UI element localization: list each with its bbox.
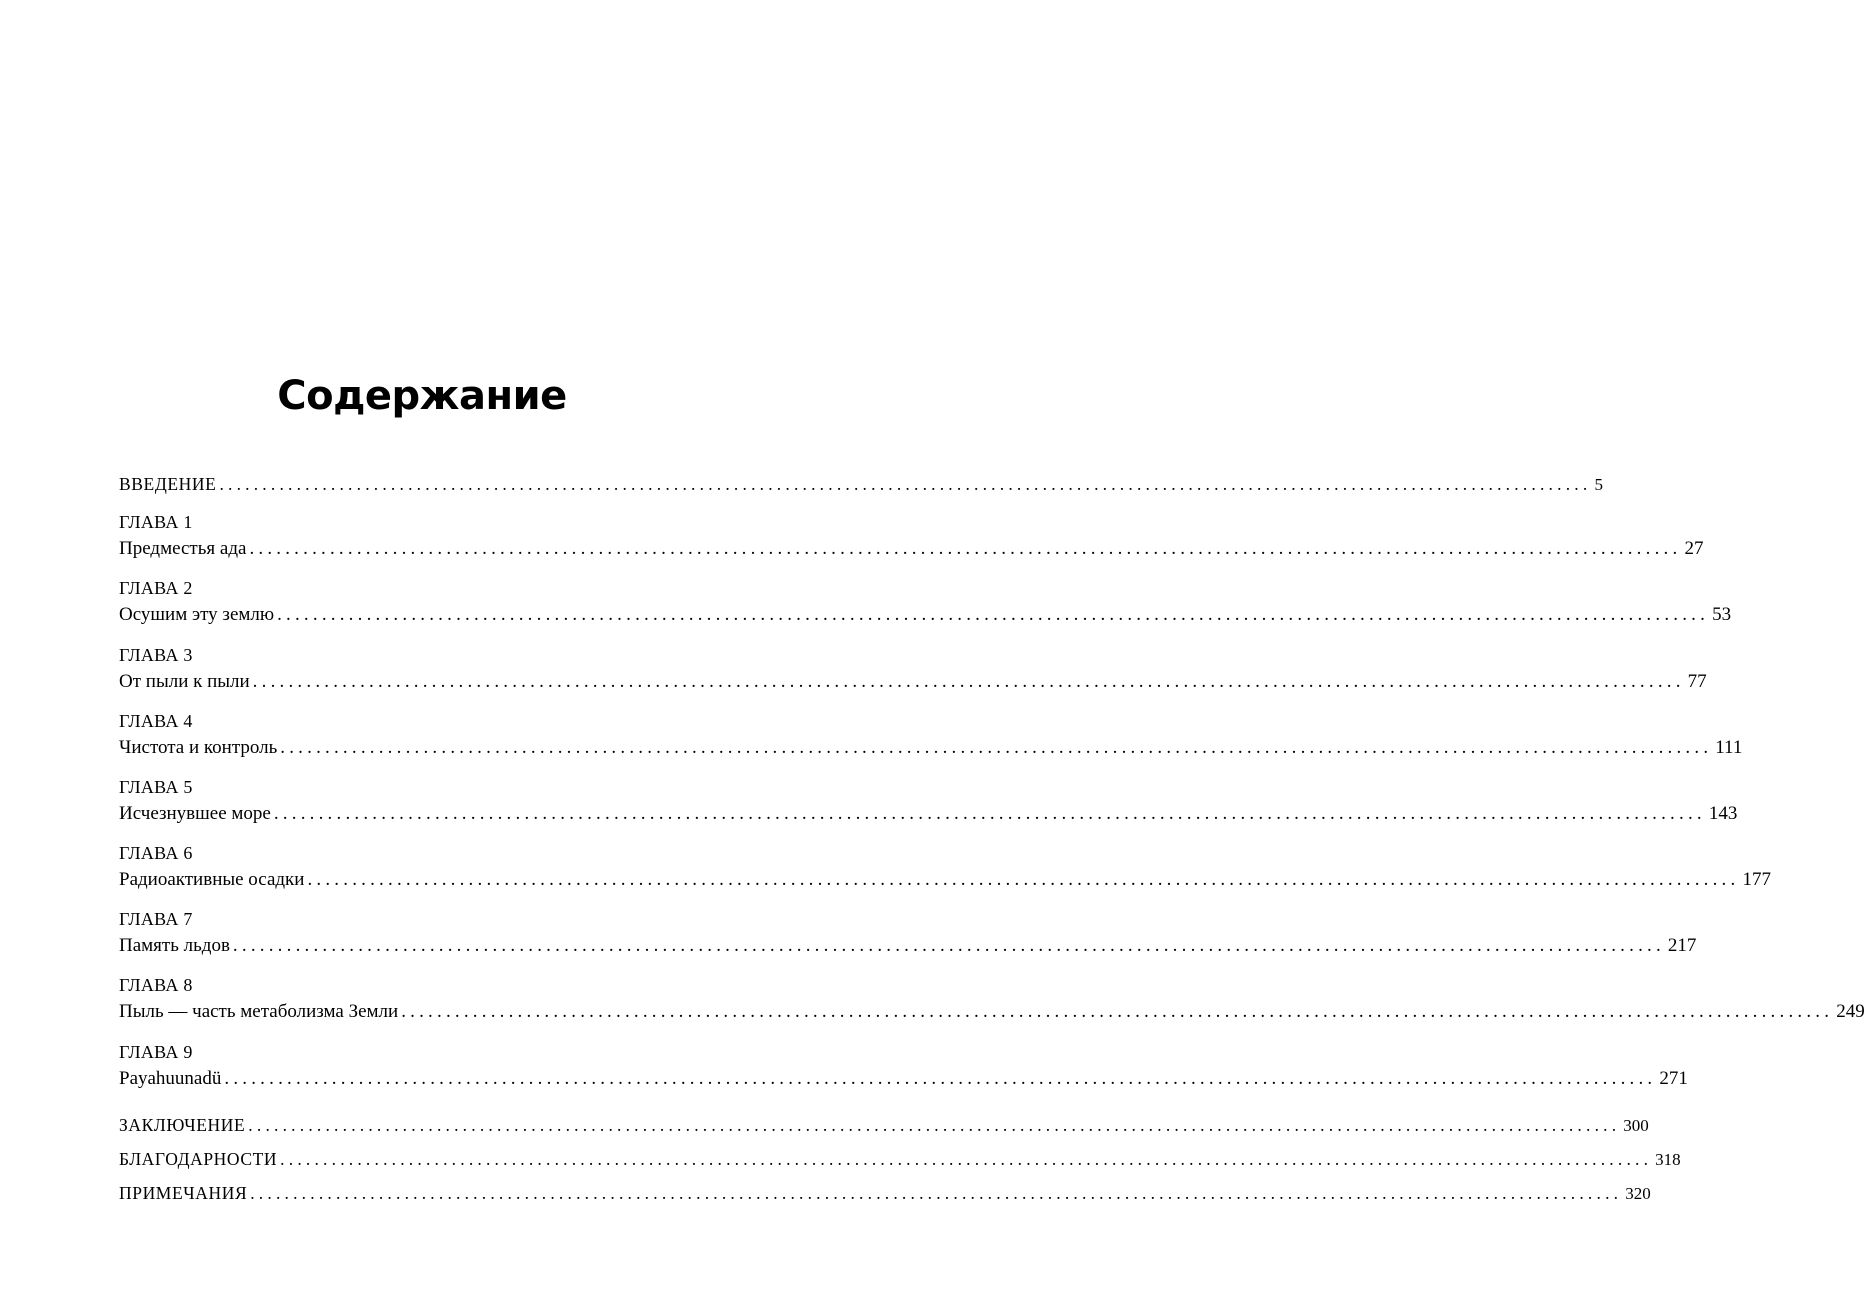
chapter-number: ГЛАВА 6	[119, 843, 193, 863]
toc-entry-label: Предместья ада	[119, 538, 247, 559]
chapter-number: ГЛАВА 2	[119, 578, 193, 598]
toc-entry-page: 177	[1742, 869, 1771, 890]
toc-entry-label: ЗАКЛЮЧЕНИЕ	[119, 1115, 246, 1135]
toc-entry-label: ВВЕДЕНИЕ	[119, 474, 217, 494]
dot-leader: ................................................................................................................................................................	[401, 1001, 1834, 1022]
toc-entry-label: Память льдов	[119, 935, 230, 956]
toc-entry-page: 249	[1836, 1001, 1865, 1022]
toc-entry-label: Исчезнувшее море	[119, 803, 271, 824]
toc-entry-label: От пыли к пыли	[119, 671, 250, 692]
chapter-number: ГЛАВА 7	[119, 909, 193, 929]
chapter-number: ГЛАВА 8	[119, 975, 193, 995]
toc-entry-label: БЛАГОДАРНОСТИ	[119, 1149, 278, 1169]
toc-entry-label: Чистота и контроль	[119, 737, 278, 758]
toc-entry-chapter-5[interactable]	[119, 802, 1738, 826]
toc-entry-chapter-7[interactable]	[119, 934, 1697, 958]
toc-entry-label: Пыль — часть метаболизма Земли	[119, 1001, 399, 1022]
toc-entry-chapter-2[interactable]	[119, 603, 1732, 627]
chapter-number: ГЛАВА 5	[119, 777, 193, 797]
dot-leader: ................................................................................................................................................................	[232, 935, 1665, 956]
toc-entry-chapter-1[interactable]	[119, 537, 1704, 561]
dot-leader: ................................................................................................................................................................	[224, 1068, 1657, 1089]
toc-entry-chapter-4[interactable]	[119, 736, 1743, 760]
toc-entry-conclusion[interactable]	[119, 1113, 1649, 1138]
dot-leader: ................................................................................................................................................................	[219, 474, 1592, 494]
toc-entry-chapter-3[interactable]	[119, 670, 1707, 694]
toc-entry-intro[interactable]	[119, 472, 1603, 497]
toc-entry-label: Радиоактивные осадки	[119, 869, 305, 890]
toc-entry-chapter-8[interactable]	[119, 1000, 1865, 1024]
toc-entry-notes[interactable]	[119, 1181, 1651, 1206]
toc-entry-page: 300	[1623, 1116, 1649, 1135]
toc-entry-label: Осушим эту землю	[119, 604, 275, 625]
toc-entry-page: 318	[1655, 1150, 1681, 1169]
chapter-number: ГЛАВА 1	[119, 512, 193, 532]
dot-leader: ................................................................................................................................................................	[248, 1115, 1621, 1135]
page-title: Содержание	[277, 373, 567, 419]
chapter-number: ГЛАВА 4	[119, 711, 193, 731]
toc-entry-page: 5	[1594, 475, 1603, 494]
toc-entry-label: ПРИМЕЧАНИЯ	[119, 1183, 248, 1203]
dot-leader: ................................................................................................................................................................	[252, 671, 1685, 692]
dot-leader: ................................................................................................................................................................	[280, 737, 1713, 758]
dot-leader: ................................................................................................................................................................	[307, 869, 1740, 890]
toc-entry-page: 143	[1708, 803, 1738, 824]
toc-entry-page: 77	[1687, 671, 1707, 692]
toc-entry-page: 27	[1684, 538, 1704, 559]
dot-leader: ................................................................................................................................................................	[249, 538, 1682, 559]
toc-entry-page: 271	[1659, 1068, 1688, 1089]
chapter-number: ГЛАВА 3	[119, 645, 193, 665]
toc-entry-page: 217	[1667, 935, 1697, 956]
toc-entry-chapter-6[interactable]	[119, 868, 1771, 892]
toc-entry-acknowledgements[interactable]	[119, 1147, 1681, 1172]
toc-entry-label: Payahuunadü	[119, 1068, 222, 1089]
toc-entry-chapter-9[interactable]	[119, 1067, 1688, 1091]
dot-leader: ................................................................................................................................................................	[273, 803, 1706, 824]
toc-entry-page: 53	[1712, 604, 1732, 625]
dot-leader: ................................................................................................................................................................	[280, 1149, 1653, 1169]
dot-leader: ................................................................................................................................................................	[250, 1183, 1623, 1203]
chapter-number: ГЛАВА 9	[119, 1042, 193, 1062]
dot-leader: ................................................................................................................................................................	[277, 604, 1710, 625]
toc-entry-page: 111	[1715, 737, 1743, 758]
toc-entry-page: 320	[1625, 1184, 1651, 1203]
